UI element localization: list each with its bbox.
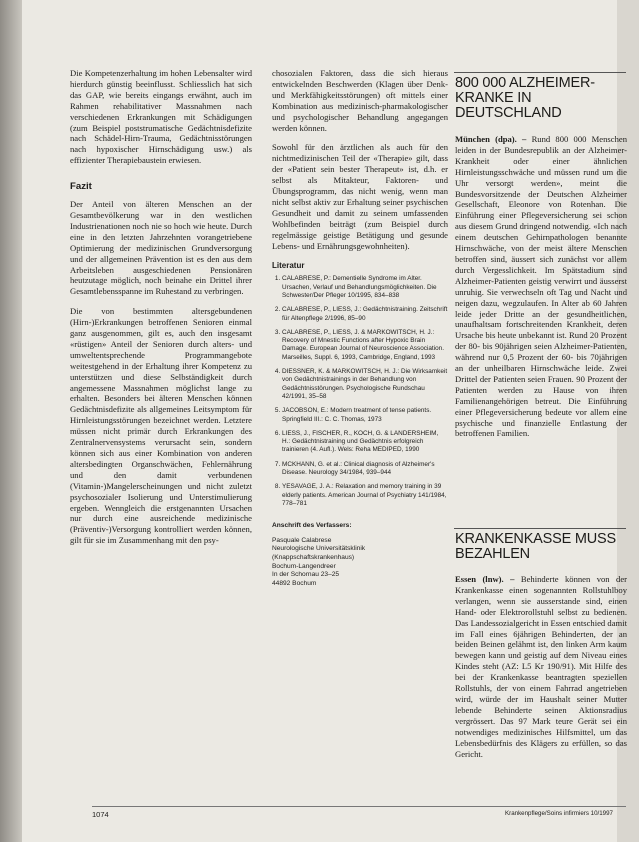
page-number: 1074 [92, 810, 109, 819]
news-body: Rund 800 000 Menschen leiden in der Bundesrepublik an der Alzheimer-Krankheit oder einer ähnlichen Hirnleistungsschwäche und müssen rund um die Uhr versorgt werden», meint die Bundesvorsitzende der Deutschen Alzheimer Gesellschaft, Eleonore von Rotenhan. Die Einführung einer Pflegeversicherung sei schon aus diesem Grund dringend notwendig. «Ich nach einem deutschen Gehirnpathologen benannte Hirnschwäche, von der meist ältere Menschen betroffen sind, äussert sich zunächst vor allem durch Vergesslichkeit. Im Spätstadium sind Alzheimer-Patienten geistig verwirrt und äusserst unruhig. Sie verwechseln oft Tag und Nacht und neigen dazu, wegzulaufen. In Alter ab 60 Jahren leide jeder Dritte an der gesundheitlichen, unaufhaltsam fortschreitenden Krankheit, deren Ursache bis heute unbekannt ist. Rund 20 Prozent der 80- bis 90jährigen seien Alzheimer-Patienten, während nur 0,5 Prozent der 60- bis 70jährigen an der unheilbaren Hirnschwäche leide. Zwei Drittel der Patienten seien Frauen. 90 Prozent der Patienten werden zu Hause von ihren Familienangehörigen betreut. Die Einführung einer Pflegeversicherung bedeute vor allem eine psychische und finanzielle Entlastung der betroffenen Familien. [455, 134, 627, 439]
address-line: 44892 Bochum [272, 579, 317, 587]
news-lead: München (dpa). – [455, 134, 527, 144]
reference-list [272, 275, 448, 508]
box-divider [454, 72, 626, 73]
address-line: (Knappschaftskrankenhaus) [272, 554, 355, 562]
news-box-headline: KRANKENKASSE MUSS BEZAHLEN [455, 531, 616, 562]
news-box-headline: 800 000 ALZHEIMER-KRANKE IN DEUTSCHLAND [455, 75, 595, 121]
reference-item: 2. CALABRESE, P., LIESS, J.: Gedächtnistraining. Zeitschrift für Altenpflege 2/1996, 85–90 [282, 306, 448, 323]
news-box-krankenkasse [455, 574, 627, 768]
reference-item: 4. DIESSNER, K. & MARKOWITSCH, H. J.: Die Wirksamkeit von Gedächtnistrainings in der Behandlung von Gedächtnisstörungen. Psychologische Rundschau 42/1991, 35–58 [282, 368, 448, 401]
address-line: Pasquale Calabrese [272, 536, 332, 544]
reference-item: 1. CALABRESE, P.: Dementielle Syndrome im Alter. Ursachen, Verlauf und Behandlungsmöglichkeiten. Die Schwester/Der Pfleger 10/1995, 834–838 [282, 275, 448, 300]
body-paragraph: Der Anteil von älteren Menschen an der Gesamtbevölkerung war in den westlichen Industrienationen noch nie so hoch wie heute. Durch eine in den letzten Jahrzehnten vorangetriebene Optimierung der medizinischen Grundversorgung und der allgemeinen Prävention ist es den aus dem Arbeitsleben ausgeschiedenen Pensionären heutzutage möglich, noch beinahe ein Drittel ihrer Gesamtlebensspanne im Ruhestand zu verbringen. [70, 199, 252, 297]
article-column-1 [70, 68, 252, 555]
author-address-heading: Anschrift des Verfassers: [272, 522, 352, 530]
address-line: Bochum-Langendreer [272, 562, 336, 570]
box-divider [454, 528, 626, 529]
reference-item: 7. MCKHANN, G. et al.: Clinical diagnosis of Alzheimer's Disease. Neurology 34/1984, 939–944 [282, 461, 448, 478]
news-lead: Essen (lnw). – [455, 574, 515, 584]
journal-footer: Krankenpflege/Soins infirmiers 10/1997 [505, 810, 614, 817]
body-paragraph: Die Kompetenzerhaltung im hohen Lebensalter wird hierdurch günstig beeinflusst. Schliesslich hat sich das GAP, wie bereits eingangs erwähnt, auch im Rahmen rehabilitativer Massnahmen nach verschiedenen Erkrankungen mit Schädigungen (zum Beispiel poststrumatische Gedächtnisdefizite nach Schädel-Hirn-Trauma, Gedächtnisstörungen nach hypoxischer Hirnschädigung usw.) als effizienter Therapiebaustein erwiesen. [70, 68, 252, 166]
news-box-alzheimer [455, 134, 627, 448]
reference-item: 8. YESAVAGE, J. A.: Relaxation and memory training in 39 elderly patients. American Journal of Psychiatry 141/1984, 778–781 [282, 483, 448, 508]
reference-item: 5. JACOBSON, E.: Modern treatment of tense patients. Springfield III.: C. C. Thomas, 1973 [282, 407, 448, 424]
section-heading-fazit: Fazit [70, 181, 92, 193]
address-line: Neurologische Universitätsklinik [272, 545, 366, 553]
footer-rule [92, 806, 626, 807]
reference-item: 3. CALABRESE, P., LIESS, J. & MARKOWITSCH, H. J.: Recovery of Mnestic Functions after Hypoxic Brain Damage. European Journal of Neuroscience Association. Marseilles, Suppl. 6, 1993, Cambridge, England, 1993 [282, 329, 448, 362]
body-paragraph: Sowohl für den ärztlichen als auch für den nichtmedizinischen Teil der «Therapie» gilt, dass der «Patient sein bester Therapeut» ist, d.h. er selbst als Mitakteur, Faktoren- und Übungsprogramm, das nicht wenig, wenn man nicht selbst aktiv zur Erhaltung seiner psychischen Gesundheit und damit zu seinem umfassenden Wohlbefinden beiträgt (zum Beispiel durch regelmässige geistige Betätigung und gesunde Lebens- und Ernährungsgewohnheiten). [272, 142, 448, 251]
body-paragraph: chosozialen Faktoren, dass die sich hieraus entwickelnden Beschwerden (Klagen über Denk- und Merkfähigkeitsstörungen) oft mittels einer Kombination aus medizinisch-pharmakologischer und psychologischer Behandlung angegangen werden können. [272, 68, 448, 133]
address-line: In der Schornau 23–25 [272, 571, 340, 579]
references-heading: Literatur [272, 260, 305, 270]
reference-item: 6. LIESS, J., FISCHER, R., KOCH, G. & LANDERSHEIM, H.: Gedächtnistraining und Gedächtnis erfolgreich trainieren (4. Aufl.). Wels: Reha MEDIPED, 1990 [282, 430, 448, 455]
page-fold-shadow [0, 0, 22, 842]
body-paragraph: Die von bestimmten altersgebundenen (Hirn-)Erkrankungen betroffenen Senioren einmal ganz ausgenommen, gilt es, auch den insgesamt «rüstigen» Anteil der Senioren durch alters- und umweltentsprechende Programmangebote weitestgehend in der Erhaltung ihrer Kompetenz zu unterstützen und diese Selbständigkeit durch angemessene Massnahmen möglichst lange zu erhalten. Besonders bei älteren Menschen können Gedächtnisdefizite als allgemeines Leitsymptom für Hirnleistungsstörungen bezeichnet werden. Letztere müssen nicht primär durch Erkrankungen des Zentralnervensystems verursacht sein, sondern können sich aus einer Kombination von anderen altersbedingten Organschwächen, Fehlernährung und den damit verbundenen (Vitamin-)Mangelerscheinungen und nicht zuletzt psychosozialer Isolierung und Unterstimulierung ergeben. Wenngleich die erstgenannten Ursachen nur durch eine ausreichende medizinische (Präventiv-)Versorgung kontrolliert werden können, gilt für sie im Zusammenhang mit den psy- [70, 306, 252, 546]
article-column-2 [272, 68, 448, 588]
news-body: Behinderte können von der Krankenkasse einen sogenannten Rollstuhlboy verlangen, wenn sie ausserstande sind, einen Hand- oder Elektrorollstuhl selbst zu bedienen. Das Landessozialgericht in Essen entschied damit im Fall eines 6jährigen Behinderten, der an beiden Beinen gelähmt ist, den linken Arm kaum bewegen kann und geistig auf dem Niveau eines Kindes steht (AZ: L5 Kr 190/91). Mit Hilfe des bei der Krankenkasse beantragten speziellen Rollstuhls, der von einem Fahrrad angetrieben wird, würde der im Haushalt seiner Mutter lebende Behinderte seinen Aktionsradius vergrössert. Das 97 Mark teure Gerät sei ein notwendiges medizinisches Hilfsmittel, um das Lebensbedürfnis des Klägers zu erfüllen, so das Gericht. [455, 574, 628, 759]
author-address [272, 522, 448, 588]
